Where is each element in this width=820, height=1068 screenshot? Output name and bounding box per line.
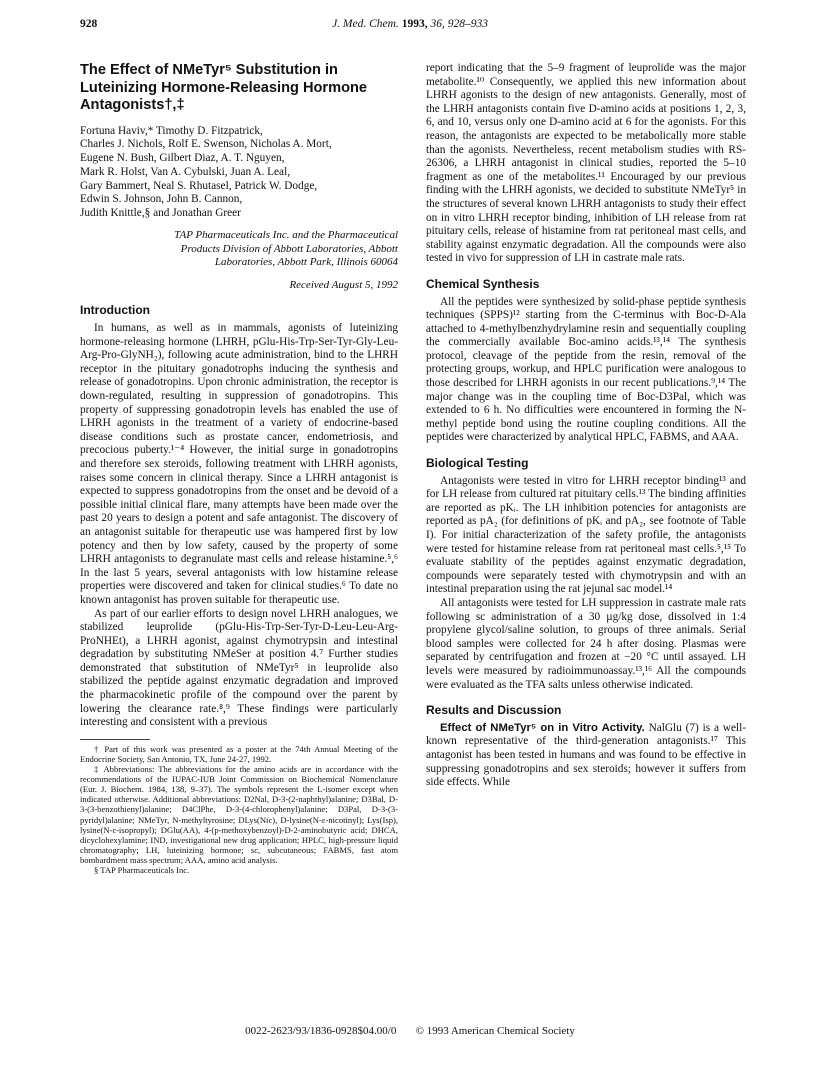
journal-pages: 928–933 [447, 18, 488, 30]
affiliation-line: Products Division of Abbott Laboratories, Abbott [180, 242, 398, 255]
journal-year: 1993, [401, 18, 428, 30]
article-code: 0022-2623/93/1836-0928$04.00/0 [245, 1025, 397, 1037]
page-footer [80, 1025, 740, 1037]
author-list [80, 125, 398, 222]
results-runin-heading: Effect of NMeTyr⁵ on in Vitro Activity. [440, 721, 645, 734]
results-paragraph [426, 722, 746, 790]
chemical-synthesis-heading: Chemical Synthesis [426, 276, 540, 291]
introduction-paragraph-1: In humans, as well as in mammals, agonists of luteinizing hormone-releasing hormone (LHRH, pGlu-His-Trp-Ser-Tyr-Gly-Leu-Arg-Pro-GlyNH₂), following acute administration, bind to the LHRH receptor in the pituitary gonadotrophs inducing the synthesis and release of gonadotropins. Upon chronic administration, the receptor is down-regulated, resulting in suppression of gonadotropins. This property of suppressing gonadotropin levels has enabled the use of LHRH agonists in the treatment of a variety of endocrine-based disease conditions such as prostate cancer, endometriosis, and precocious puberty.¹⁻⁴ However, the initial surge in gonadotropins and therefore sex steroids, following treatment with LHRH agonists, raises some concern in clinical therapy. Since a LHRH antagonist is expected to suppress gonadotropins from the onset and be devoid of a possible initial clinical flare, many attempts have been made over the past 20 years to design a potent and safe antagonist. The discovery of an antagonist suitable for therapeutic use was hampered first by low potency and then by low safety, caused by the property of some LHRH antagonists to degranulate mast cells and release histamine.⁵,⁶ In the last 5 years, several antagonists with low histamine release properties were discovered and taken for clinical studies.⁶ To date no known antagonist has proven suitable for therapeutic use. [80, 322, 398, 606]
author-line: Mark R. Holst, Van A. Cybulski, Juan A. Leal, [80, 165, 291, 178]
footnote-abbreviations: ‡ Abbreviations: The abbreviations for the amino acids are in accordance with the recommendations of the IUPAC-IUB Joint Commission on Biochemical Nomenclature (Eur. J. Biochem. 1984, 138, 9–37). The symbols represent the L-isomer except when indicated otherwise. Additional abbreviations: D2Nal, D-3-(2-naphthyl)alanine; D3Bal, D-3-(3-benzothienyl)alanine; D4ClPhe, D-3-(4-chlorophenyl)alanine; D3Pal, D-3-(3-pyridyl)alanine; NMeTyr, N-methyltyrosine; DLys(Nic), D-lysine(N-ε-nicotinyl); Lys(Isp), lysine(N-ε-isopropyl); DGlu(AA), 4-(p-methoxybenzoyl)-D-2-aminobutyric acid; DHCA, dicyclohexylamine; IND, investigational new drug application; HPLC, high-pressure liquid chromatography; LH, luteinizing hormone; sc, subcutaneous; FABMS, fast atom bombardment mass spectrum; AAA, amino acid analysis. [80, 764, 398, 865]
journal-name: J. Med. Chem. [332, 18, 399, 30]
left-column [80, 62, 398, 875]
affiliation-line: Laboratories, Abbott Park, Illinois 60064 [214, 256, 398, 269]
footnote-poster: † Part of this work was presented as a poster at the 74th Annual Meeting of the Endocrine Society, San Antonio, TX, June 24-27, 1992. [80, 743, 398, 764]
biological-testing-heading: Biological Testing [426, 456, 529, 471]
author-line: Judith Knittle,§ and Jonathan Greer [80, 207, 241, 220]
introduction-paragraph-2: As part of our earlier efforts to design novel LHRH analogues, we stabilized leuprolide (pGlu-His-Trp-Ser-Tyr-D-Leu-Leu-Arg-ProNHEt), a LHRH agonist, against chymotrypsin and intestinal degradation by substituting NMeSer at position 4.⁷ Further studies demonstrated that substitution of NMeTyr⁵ in leuprolide also stabilized the peptide against enzymatic degradation and improved the pharmacokinetic profile of the compound over the parent by lowering the clearance rate.⁸,⁹ These findings were particularly interesting and consistent with a previous [80, 607, 398, 729]
author-line: Fortuna Haviv,* Timothy D. Fitzpatrick, [80, 124, 263, 137]
running-header [80, 18, 740, 34]
biological-testing-paragraph-2: All antagonists were tested for LH suppression in castrate male rats following sc administration of a 30 µg/kg dose, dissolved in 1:4 propylene glycol/saline solution, to groups of three animals. Serial blood samples were collected for 24 h after dosing. Plasmas were separated by centrifugation and frozen at −20 °C until assayed. LH levels were measured by radioimmunoassay.¹³,¹⁶ All the compounds were evaluated as the TFA salts unless otherwise indicated. [426, 596, 746, 691]
journal-citation [80, 18, 740, 30]
author-line: Charles J. Nichols, Rolf E. Swenson, Nicholas A. Mort, [80, 138, 332, 151]
page-number: 928 [80, 18, 98, 30]
intro-continued-paragraph: report indicating that the 5–9 fragment of leuprolide was the major metabolite.¹⁰ Consequently, we applied this new information about LHRH agonists to the design of new antagonists. Generally, most of the LHRH antagonists contain five D-amino acids at positions 1, 2, 3, 6, and 10, versus only one D-amino acid at 6 for the agonists. For this reason, the antagonists are expected to be metabolically more stable than the agonists. Nevertheless, recent metabolism studies with RS-26306, a LHRH antagonist in clinical studies, reported the 5–10 fragment as one of the metabolites.¹¹ Encouraged by our previous finding with the LHRH agonists, we decided to substitute NMeTyr⁵ in the structures of several known LHRH antagonists to study their effect on in vitro LHRH receptor binding, inhibition of LH release from rat pituitary cells, release of histamine from rat peritoneal mast cells, and stability against enzymatic degradation. All the compounds were also tested in vivo for suppression of LH in castrate male rats. [426, 62, 746, 265]
introduction-heading: Introduction [80, 303, 150, 318]
copyright: © 1993 American Chemical Society [415, 1025, 575, 1037]
journal-volume: 36, [430, 18, 445, 30]
author-line: Edwin S. Johnson, John B. Cannon, [80, 193, 243, 206]
received-date: Received August 5, 1992 [289, 278, 398, 291]
results-heading: Results and Discussion [426, 703, 562, 718]
affiliation-line: TAP Pharmaceuticals Inc. and the Pharmaceutical [174, 229, 398, 242]
affiliation [80, 229, 398, 270]
right-column [426, 62, 746, 790]
footnote-affiliation: § TAP Pharmaceuticals Inc. [94, 864, 190, 875]
footnote-divider [80, 739, 150, 740]
results-text: NalGlu (7) is a well-known representative of the third-generation antagonists.¹⁷ This antagonist has been tested in humans and was found to be effective in suppressing gonadotropins and sex steroids; however it suffers from side effects. While [426, 721, 747, 789]
article-title: The Effect of NMeTyr⁵ Substitution in Luteinizing Hormone-Releasing Hormone Antagonists†,‡ [80, 62, 368, 113]
chemical-synthesis-paragraph: All the peptides were synthesized by solid-phase peptide synthesis techniques (SPPS)¹² starting from the C-terminus with Boc-D-Ala attached to 4-methylbenzhydrylamine resin and sequentially coupling the commercially available Boc-amino acids.¹³,¹⁴ The synthesis protocol, cleavage of the peptide from the resin, removal of the protecting groups, workup, and HPLC purification were analogous to those described for LHRH agonists in our recent publications.⁹,¹⁴ The major change was in the coupling time of Boc-D3Pal, which was extended to 6 h. No difficulties were encountered in forming the N-methyl peptide bond using the routine coupling conditions. All the peptides were characterized by analytical HPLC, FABMS, and AAA. [426, 295, 746, 444]
biological-testing-paragraph-1: Antagonists were tested in vitro for LHRH receptor binding¹³ and for LH release from cultured rat pituitary cells.¹³ The binding affinities are reported as pKᵢ. The LH inhibition potencies for antagonists are reported as pA₂ (for definitions of pKᵢ and pA₂, see footnote of Table I). For initial characterization of the safety profile, the antagonists were tested for histamine release from rat peritoneal mast cells.⁵,¹⁵ To evaluate stability of the peptides against enzymatic degradation, compounds were separately tested with chymotrypsin and with an intestinal preparation using the rat jejunal sac model.¹⁴ [426, 474, 746, 596]
author-line: Eugene N. Bush, Gilbert Diaz, A. T. Nguyen, [80, 152, 285, 165]
author-line: Gary Bammert, Neal S. Rhutasel, Patrick W. Dodge, [80, 179, 318, 192]
